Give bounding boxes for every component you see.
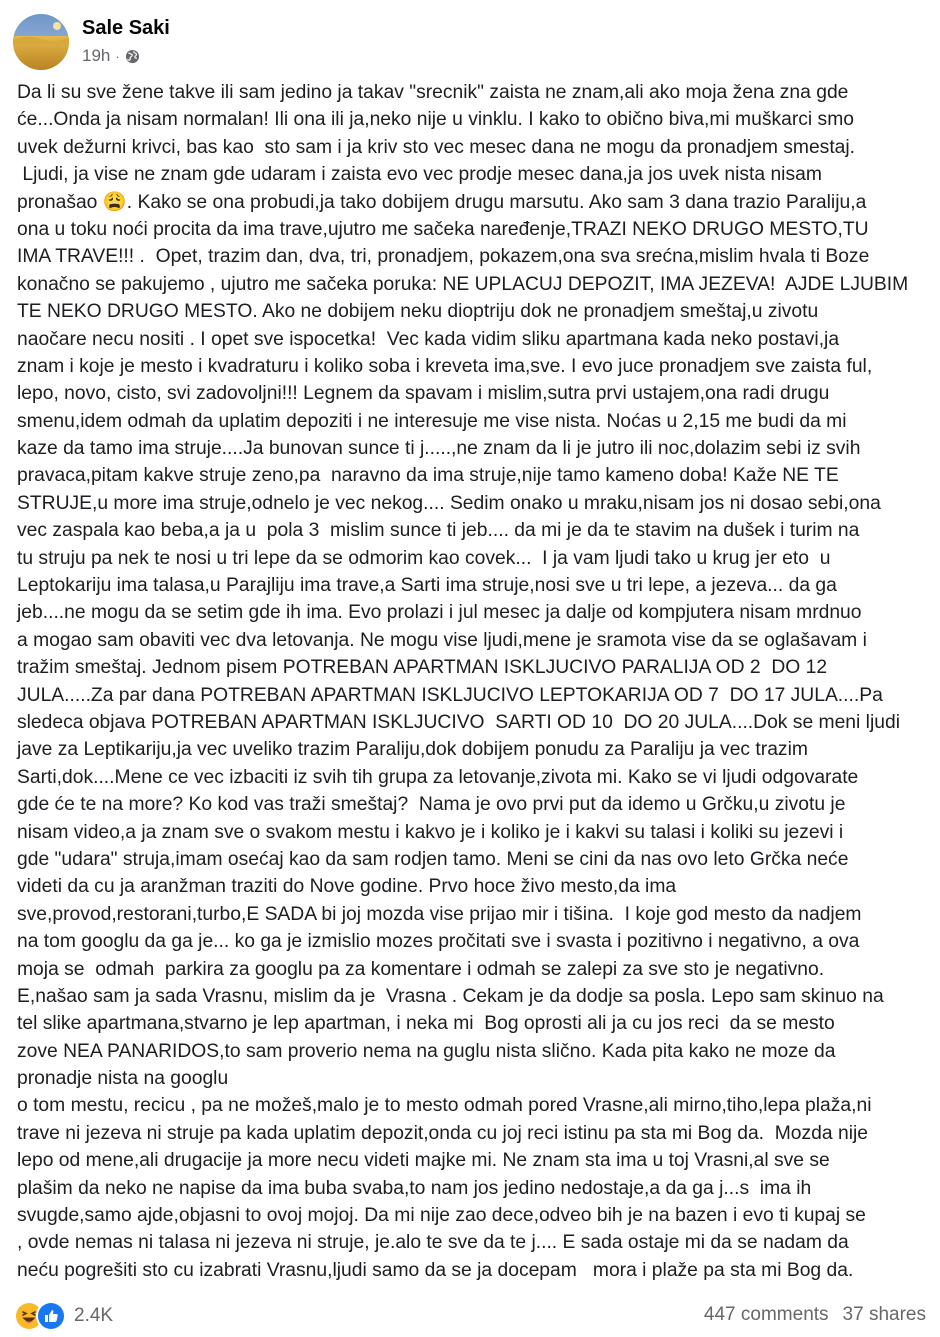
post-meta: [82, 46, 140, 66]
post-text-line: znam i koje je mesto i kvadraturu i koliko soba i kreveta ima,sve. I evo juce pronadjem sve zaista ful,: [17, 355, 873, 377]
post-text-line: svugde,samo ajde,objasni to ovoj mojoj. Da mi nije zao dece,odveo bih je na bazen i evo ti kupaj se: [17, 1205, 866, 1227]
post-text-line: plašim da neko ne napise da ima buba svaba,to nam jos jedino nedostaje,a da ga j...s ima ih: [17, 1177, 812, 1199]
post-text-line: tel slike apartmana,stvarno je lep apartman, i neka mi Bog oprosti ali ja cu jos reci da se mesto: [17, 1013, 835, 1035]
post-text-line: gde "udara" struja,imam osećaj kao da sam rodjen tamo. Meni se cini da nas ovo leto Grčka neće: [17, 848, 849, 870]
post-text-line: jave za Leptikariju,ja vec uveliko trazim Paraliju,dok dobijem ponudu za Paraliju ja vec trazim: [17, 739, 808, 761]
post-text-line: pronašao 😩. Kako se ona probudi,ja tako dobijem drugu marsutu. Ako sam 3 dana trazio Paraliju,a: [17, 191, 867, 213]
post-text-line: TE NEKO DRUGO MESTO. Ako ne dobijem neku dioptriju dok ne pronadjem smeštaj,u zivotu: [17, 301, 819, 323]
post-text-line: će...Onda ja nisam normalan! Ili ona ili ja,neko nije u vinklu. I kako to obično biva,mi muškarci smo: [17, 109, 854, 131]
post-text-line: Ljudi, ja vise ne znam gde udaram i zaista evo vec prodje mesec dana,ja jos uvek nista nisam: [17, 164, 822, 186]
post-text-line: , ovde nemas ni talasa ni jezeva ni struje, je.alo te sve da te j.... E sada ostaje mi da se nadam da: [17, 1232, 849, 1254]
post-text-line: trave ni jezeva ni struje pa kada uplatim depozit,onda cu joj reci istinu pa sta mi Bog da. Mozda nije: [17, 1122, 868, 1144]
post-text-line: lepo od mene,ali drugacije ja more necu videti majke mi. Ne znam sta ima u toj Vrasni,al sve se: [17, 1150, 830, 1172]
post-text-line: JULA.....Za par dana POTREBAN APARTMAN ISKLJUCIVO LEPTOKARIJA OD 7 DO 17 JULA....Pa: [17, 684, 883, 706]
post-text-line: jeb....ne mogu da se setim gde ih ima. Evo prolazi i jul mesec ja dalje od kompjutera nisam mrdnuo: [17, 602, 862, 624]
post-text-line: STRUJE,u more ima struje,odnelo je vec nekog.... Sedim onako u mraku,nisam jos ni dosao sebi,ona: [17, 492, 881, 514]
post-text-line: sve,provod,restorani,turbo,E SADA bi joj mozda vise prijao mir i tišina. I koje god mesto da nadjem: [17, 903, 862, 925]
post-text-line: pravaca,pitam kakve struje zeno,pa naravno da ima struje,nije tamo kameno doba! Kaže NE TE: [17, 465, 839, 487]
post-text-line: konačno se pakujemo , ujutro me sačeka poruka: NE UPLACUJ DEPOZIT, IMA JEZEVA! AJDE LJUBIM: [17, 273, 909, 295]
avatar-image: [13, 14, 69, 70]
post-text-line: vec zaspala kao beba,a ja u pola 3 mislim sunce ti jeb.... da mi je da te stavim na dušek i turim na: [17, 520, 860, 542]
post-text-line: tu struju pa nek te nosi u tri lepe da se odmorim kao covek... I ja vam ljudi tako u krug jer eto u: [17, 547, 831, 569]
post-text-line: Sarti,dok....Mene ce vec izbaciti iz svih tih grupa za letovanje,zivota mi. Kako se vi ljudi odgovarate: [17, 766, 859, 788]
author-name[interactable]: Sale Saki: [82, 17, 170, 39]
post-text-line: moja se odmah parkira za googlu pa za komentare i odmah se zalepi za sve sto je negativno.: [17, 958, 825, 980]
post-text-line: uvek dežurni krivci, bas kao sto sam i ja kriv sto vec mesec dana ne mogu da pronadjem smestaj.: [17, 136, 856, 158]
post-time[interactable]: 19h: [82, 46, 111, 65]
post-text-line: Da li su sve žene takve ili sam jedino ja takav "srecnik" zaista ne znam,ali ako moja žena zna gde: [17, 82, 849, 103]
reaction-count: 2.4K: [74, 1305, 114, 1326]
meta-separator: ·: [115, 48, 120, 64]
post-text: [17, 79, 927, 1284]
reactions-summary[interactable]: [14, 1301, 113, 1331]
post-text-line: pronadje nista na googlu: [17, 1068, 229, 1090]
post-text-line: a mogao sam obaviti vec dva letovanja. Ne mogu vise ljudi,mene je sramota vise da se oglašavam i: [17, 629, 867, 651]
engagement-counts: [704, 1304, 926, 1326]
post-text-line: naočare necu nositi . I opet sve ispocetka! Vec kada vidim sliku apartmana kada neko postavi,ja: [17, 328, 840, 350]
post-text-line: tražim smeštaj. Jednom pisem POTREBAN APARTMAN ISKLJUCIVO PARALIJA OD 2 DO 12: [17, 657, 828, 679]
shares-count[interactable]: 37 shares: [842, 1304, 926, 1325]
post-text-line: na tom googlu da ga je... ko ga je izmislio mozes pročitati sve i svasta i pozitivno i negativno, a ova: [17, 931, 860, 953]
post-text-line: sledeca objava POTREBAN APARTMAN ISKLJUCIVO SARTI OD 10 DO 20 JULA....Dok se meni ljudi: [17, 711, 900, 733]
post-text-line: o tom mestu, recicu , pa ne možeš,malo je to mesto odmah pored Vrasne,ali mirno,tiho,lepa plaža,ni: [17, 1095, 872, 1117]
avatar[interactable]: [13, 14, 69, 70]
post-text-line: videti da cu ja aranžman traziti do Nove godine. Prvo hoce živo mesto,da ima: [17, 876, 677, 898]
post-text-line: lepo, novo, cisto, svi zadovoljni!!! Legnem da spavam i mislim,sutra prvi ustajem,ona radi drugu: [17, 383, 830, 405]
post-text-line: smenu,idem odmah da uplatim depoziti i ne interesuje me vise nista. Noćas u 2,15 me budi da mi: [17, 410, 847, 432]
post-text-line: ona u toku noći procita da ima trave,ujutro me sačeka naređenje,TRAZI NEKO DRUGO MESTO,TU: [17, 218, 869, 240]
post-text-line: zove NEA PANARIDOS,to sam proverio nema na guglu nista slično. Kada pita kako ne moze da: [17, 1040, 836, 1062]
post-text-line: Leptokariju ima talasa,u Parajliju ima trave,a Sarti ima struje,nosi sve u tri lepe, a jezeva... da ga: [17, 575, 837, 597]
post-text-line: neću pogrešiti sto cu izabrati Vrasnu,ljudi samo da se ja docepam mora i plaže pa sta mi Bog da.: [17, 1259, 854, 1281]
globe-icon: [125, 49, 140, 64]
post-text-line: gde će te na more? Ko kod vas traži smeštaj? Nama je ovo prvi put da idemo u Grčku,u zivotu je: [17, 794, 846, 816]
post-text-line: E,našao sam ja sada Vrasnu, mislim da je Vrasna . Cekam je da dodje sa posla. Lepo sam skinuo na: [17, 985, 884, 1007]
comments-count[interactable]: 447 comments: [703, 1304, 829, 1325]
post-text-line: kaze da tamo ima struje....Ja bunovan sunce ti j.....,ne znam da li je jutro ili noc,dolazim sebi iz svih: [17, 438, 861, 460]
like-icon: [36, 1301, 66, 1331]
post-text-line: nisam video,a ja znam sve o svakom mestu i kakvo je i koliko je i kakvi su talasi i koliki su jezevi i: [17, 821, 844, 843]
post-text-line: IMA TRAVE!!! . Opet, trazim dan, dva, tri, pronadjem, pokazem,ona sva srećna,mislim hvala ti Boze: [17, 246, 870, 268]
